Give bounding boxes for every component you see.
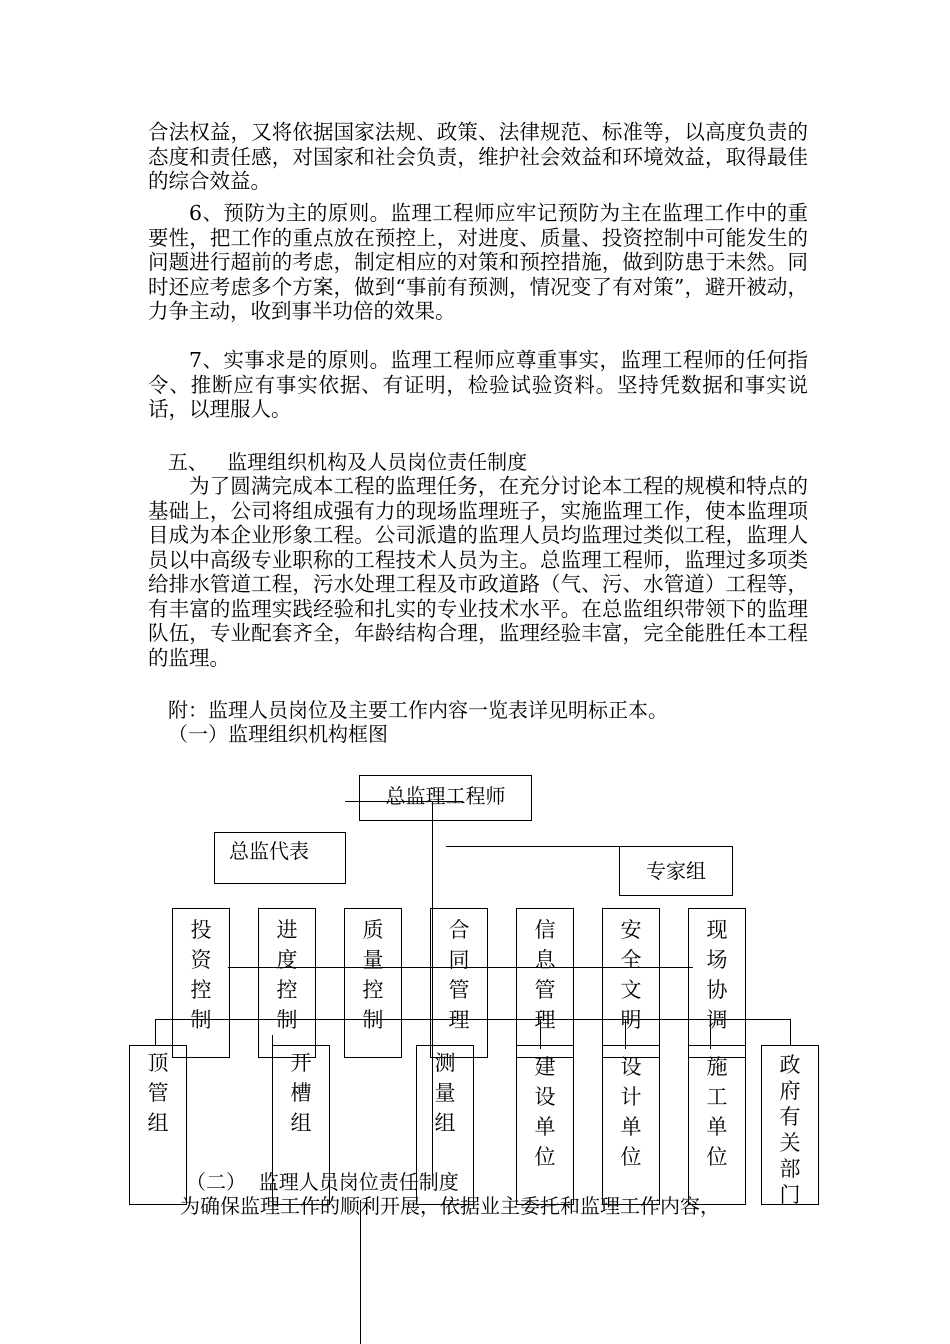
appendix-note: 附：监理人员岗位及主要工作内容一览表详见明标正本。 (168, 698, 668, 722)
design-unit-label: 设计单位 (620, 1055, 642, 1169)
design-unit-box (602, 1045, 660, 1205)
construction-owner-label: 建设单位 (534, 1055, 556, 1169)
contractor-unit-label: 施工单位 (706, 1055, 728, 1169)
construction-owner-box (516, 1045, 574, 1205)
subheading-org-chart: （一）监理组织机构框图 (168, 722, 388, 746)
expert-group-label: 专家组 (646, 859, 706, 883)
survey-group-label: 测量组 (434, 1051, 456, 1135)
chief-supervisor-label: 总监理工程师 (385, 784, 506, 808)
connector-line (446, 846, 620, 847)
paragraph-legal-rights: 合法权益，又将依据国家法规、政策、法律规范、标准等，以高度负责的态度和责任感，对国家和社会负责，维护社会效益和环境效益，取得最佳的综合效益。 (148, 120, 808, 193)
chief-supervisor-box (359, 775, 532, 821)
contractor-unit-box (688, 1045, 746, 1205)
information-management-box (516, 908, 574, 1058)
contract-management-box (430, 908, 488, 1058)
subheading-responsibility: （二） 监理人员岗位责任制度 (186, 1170, 459, 1194)
quality-control-box (344, 908, 402, 1058)
contract-management-label: 合同管理 (448, 918, 470, 1032)
investment-control-box (172, 908, 230, 1058)
connector-line (155, 1019, 156, 1045)
paragraph-prevention-principle: 6、预防为主的原则。监理工程师应牢记预防为主在监理工作中的重要性，把工作的重点放在预控上，对进度、质量、投资控制中可能发生的问题进行超前的考虑，制定相应的对策和预控措施，做到防患于未然。同时还应考虑多个方案，做到“事前有预测，情况变了有对策”，避开被动，力争主动，收到事半功倍的效果。 (148, 201, 808, 323)
pipe-jacking-group-label: 顶管组 (147, 1051, 169, 1135)
schedule-control-box (258, 908, 316, 1058)
deputy-label: 总监代表 (229, 839, 309, 863)
site-coordination-box (688, 908, 746, 1058)
section-heading-5: 五、 监理组织机构及人员岗位责任制度 (168, 450, 528, 474)
quality-control-label: 质量控制 (362, 918, 384, 1032)
expert-group-box (619, 846, 733, 896)
deputy-box (214, 832, 346, 884)
investment-control-label: 投资控制 (190, 918, 212, 1032)
connector-line (790, 1019, 791, 1045)
paragraph-organization: 为了圆满完成本工程的监理任务，在充分讨论本工程的规模和特点的基础上，公司将组成强有力的现场监理班子，实施监理工作，使本监理项目成为本企业形象工程。公司派遣的监理人员均监理过类似工程，监理人员以中高级专业职称的工程技术人员为主。总监理工程师，监理过多项类给排水管道工程，污水处理工程及市政道路（气、污、水管道）工程等，有丰富的监理实践经验和扎实的专业技术水平。在总监组织带领下的监理队伍，专业配套齐全，年龄结构合理，监理经验丰富，完全能胜任本工程的监理。 (148, 474, 808, 670)
paragraph-fact-principle: 7、实事求是的原则。监理工程师应尊重事实，监理工程师的任何指令、推断应有事实依据、有证明，检验试验资料。坚持凭数据和事实说话，以理服人。 (148, 348, 808, 421)
site-coordination-label: 现场协调 (706, 918, 728, 1032)
safety-civilization-box (602, 908, 660, 1058)
information-management-label: 信息管理 (534, 918, 556, 1032)
connector-line (360, 1200, 361, 1344)
trench-group-label: 开槽组 (290, 1051, 312, 1135)
paragraph-responsibility-intro: 为确保监理工作的顺利开展，依据业主委托和监理工作内容， (180, 1194, 720, 1218)
government-departments-box (761, 1045, 819, 1205)
pipe-jacking-group-box (129, 1045, 187, 1205)
schedule-control-label: 进度控制 (276, 918, 298, 1032)
government-departments-label: 政府有关部门 (779, 1053, 801, 1207)
safety-civilization-label: 安全文明 (620, 918, 642, 1032)
